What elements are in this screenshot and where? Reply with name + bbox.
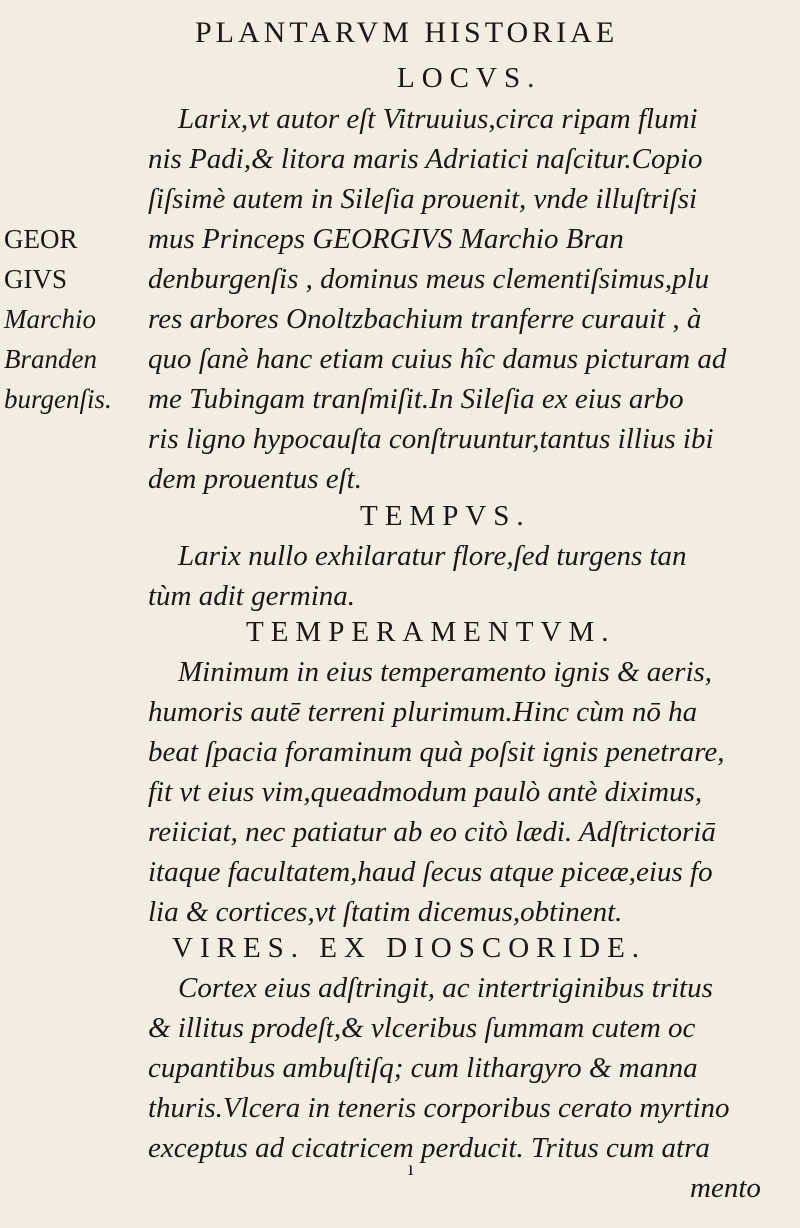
text-line: Larix nullo exhilaratur flore,ſed turgens tan bbox=[178, 540, 687, 572]
text-line: exceptus ad cicatricem perducit. Tritus cum atra bbox=[148, 1132, 710, 1164]
section-heading-tempus: TEMPVS. bbox=[360, 500, 531, 532]
margin-note-line: GEOR bbox=[4, 224, 78, 254]
text-line: & illitus prodeſt,& vlceribus ſummam cutem oc bbox=[148, 1012, 696, 1044]
text-line: Minimum in eius temperamento ignis & aeris, bbox=[178, 656, 713, 688]
text-line: res arbores Onoltzbachium tranferre curauit , à bbox=[148, 303, 702, 335]
text-line: dem prouentus eſt. bbox=[148, 463, 362, 495]
catchword: mento bbox=[690, 1172, 761, 1204]
margin-note-line: Branden bbox=[4, 344, 97, 374]
running-header: PLANTARVM HISTORIAE bbox=[195, 16, 619, 49]
text-line: lia & cortices,vt ſtatim dicemus,obtinent. bbox=[148, 896, 623, 928]
margin-note-line: burgenſis. bbox=[4, 384, 112, 414]
text-line: mus Princeps GEORGIVS Marchio Bran bbox=[148, 223, 624, 255]
text-line: reiiciat, nec patiatur ab eo citò lædi. Adſtrictoriā bbox=[148, 816, 716, 848]
text-line: ris ligno hypocauſta conſtruuntur,tantus illius ibi bbox=[148, 423, 714, 455]
text-line: itaque facultatem,haud ſecus atque piceæ,eius fo bbox=[148, 856, 713, 888]
margin-note-line: GIVS bbox=[4, 264, 68, 294]
text-line: fit vt eius vim,queadmodum paulò antè diximus, bbox=[148, 776, 703, 808]
text-line: beat ſpacia foraminum quà poſsit ignis penetrare, bbox=[148, 736, 725, 768]
text-line: tùm adit germina. bbox=[148, 580, 356, 612]
section-heading-vires: VIRES. EX DIOSCORIDE. bbox=[172, 932, 647, 964]
text-line: nis Padi,& litora maris Adriatici naſcitur.Copio bbox=[148, 143, 703, 175]
text-line: denburgenſis , dominus meus clementiſsimus,plu bbox=[148, 263, 710, 295]
margin-note-line: Marchio bbox=[4, 304, 96, 334]
text-line: humoris autē terreni plurimum.Hinc cùm nō ha bbox=[148, 696, 698, 728]
text-line: Cortex eius adſtringit, ac intertriginibus tritus bbox=[178, 972, 713, 1004]
text-line: thuris.Vlcera in teneris corporibus cerato myrtino bbox=[148, 1092, 730, 1124]
text-line: cupantibus ambuſtiſq; cum lithargyro & manna bbox=[148, 1052, 698, 1084]
signature-mark: ı bbox=[408, 1158, 414, 1180]
text-line: me Tubingam tranſmiſit.In Sileſia ex eius arbo bbox=[148, 383, 684, 415]
section-heading-locus: LOCVS. bbox=[397, 62, 542, 94]
section-heading-temperamentum: TEMPERAMENTVM. bbox=[246, 616, 616, 648]
text-line: quo ſanè hanc etiam cuius hîc damus picturam ad bbox=[148, 343, 727, 375]
text-line: ſiſsimè autem in Sileſia prouenit, vnde illuſtriſsi bbox=[148, 183, 698, 215]
text-line: Larix,vt autor eſt Vitruuius,circa ripam flumi bbox=[178, 103, 698, 135]
